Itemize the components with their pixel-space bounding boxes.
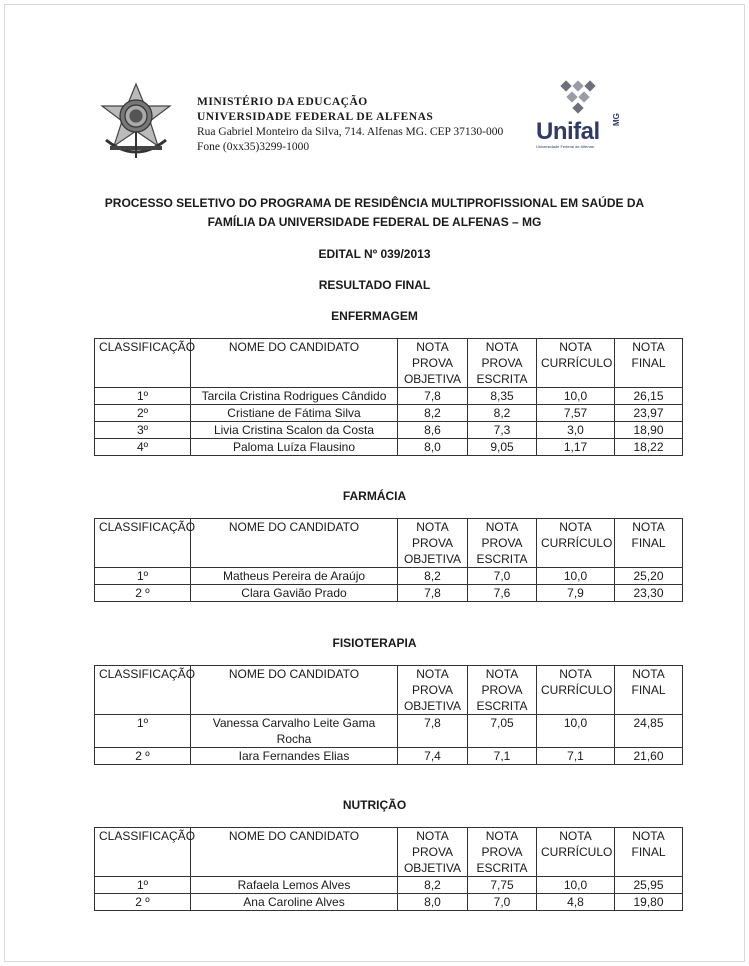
results-table bbox=[94, 518, 683, 602]
cell-final: 18,22 bbox=[615, 439, 683, 456]
cell-final: 26,15 bbox=[615, 388, 683, 405]
results-table bbox=[94, 827, 683, 911]
cell-final: 25,95 bbox=[615, 877, 683, 894]
header-final bbox=[615, 339, 683, 388]
cell-objetiva: 8,0 bbox=[398, 439, 468, 456]
cell-rank: 2 º bbox=[95, 585, 191, 602]
header-objetiva-line: NOTA bbox=[416, 829, 449, 843]
header-final-line: NOTA bbox=[632, 667, 665, 681]
result-heading: RESULTADO FINAL bbox=[318, 278, 431, 292]
header-curriculo-line: CURRÍCULO bbox=[541, 845, 613, 859]
header-escrita-line: PROVA bbox=[481, 356, 523, 370]
cell-objetiva: 8,6 bbox=[398, 422, 468, 439]
header-escrita bbox=[468, 828, 537, 877]
table-row bbox=[95, 439, 683, 456]
header-classificacao bbox=[95, 519, 196, 568]
cell-curriculo: 10,0 bbox=[537, 715, 615, 748]
document-title-line-2: FAMÍLIA DA UNIVERSIDADE FEDERAL DE ALFENAS – MG bbox=[207, 215, 542, 229]
cell-escrita: 8,2 bbox=[468, 405, 537, 422]
header-final-line: FINAL bbox=[631, 356, 666, 370]
cell-rank: 2º bbox=[95, 405, 191, 422]
header-escrita-line: PROVA bbox=[481, 536, 523, 550]
header-nome-line: NOME DO CANDIDATO bbox=[228, 340, 360, 354]
unifal-logo bbox=[536, 80, 622, 150]
header-nome bbox=[191, 339, 398, 388]
cell-nome: Vanessa Carvalho Leite Gama Rocha bbox=[191, 715, 398, 748]
header-curriculo-line: CURRÍCULO bbox=[541, 536, 613, 550]
header-final-line: NOTA bbox=[632, 520, 665, 534]
header-final bbox=[615, 828, 683, 877]
header-escrita bbox=[468, 339, 537, 388]
cell-final: 19,80 bbox=[615, 894, 683, 911]
header-objetiva-line: NOTA bbox=[416, 340, 449, 354]
header-classificacao bbox=[95, 339, 196, 388]
header-objetiva bbox=[398, 828, 468, 877]
header-objetiva-line: PROVA bbox=[411, 683, 454, 697]
cell-objetiva: 8,2 bbox=[398, 877, 468, 894]
header-escrita-line: PROVA bbox=[481, 683, 523, 697]
header-classificacao-line: CLASSIFICAÇÃO bbox=[99, 520, 196, 534]
logo-subtitle: Universidade Federal de Alfenas bbox=[536, 144, 594, 149]
cell-escrita: 7,1 bbox=[468, 748, 537, 765]
header-objetiva bbox=[398, 519, 468, 568]
cell-curriculo: 7,1 bbox=[537, 748, 615, 765]
cell-curriculo: 4,8 bbox=[537, 894, 615, 911]
cell-nome: Clara Gavião Prado bbox=[191, 585, 398, 602]
table-header-row bbox=[95, 828, 683, 877]
cell-escrita: 7,0 bbox=[468, 894, 537, 911]
header-curriculo-line: NOTA bbox=[559, 520, 592, 534]
table-row bbox=[95, 388, 683, 405]
header-escrita-line: NOTA bbox=[485, 340, 519, 354]
table-row bbox=[95, 585, 683, 602]
header-classificacao-line: CLASSIFICAÇÃO bbox=[99, 340, 196, 354]
header-objetiva-line: OBJETIVA bbox=[403, 699, 462, 713]
ministry-name: MINISTÉRIO DA EDUCAÇÃO bbox=[197, 96, 368, 108]
cell-curriculo: 7,57 bbox=[537, 405, 615, 422]
cell-escrita: 9,05 bbox=[468, 439, 537, 456]
cell-escrita: 8,35 bbox=[468, 388, 537, 405]
header-objetiva-line: NOTA bbox=[416, 667, 449, 681]
unifal-mark-icon bbox=[558, 80, 598, 118]
cell-nome: Ana Caroline Alves bbox=[191, 894, 398, 911]
header-final bbox=[615, 666, 683, 715]
cell-escrita: 7,3 bbox=[468, 422, 537, 439]
cell-final: 24,85 bbox=[615, 715, 683, 748]
cell-nome: Iara Fernandes Elias bbox=[191, 748, 398, 765]
header-escrita-line: ESCRITA bbox=[476, 699, 528, 713]
logo-state: MG bbox=[612, 113, 621, 126]
cell-curriculo: 10,0 bbox=[537, 877, 615, 894]
header-objetiva-line: OBJETIVA bbox=[403, 861, 462, 875]
header-curriculo-line: NOTA bbox=[559, 340, 592, 354]
cell-rank: 2 º bbox=[95, 894, 191, 911]
cell-objetiva: 8,2 bbox=[398, 568, 468, 585]
university-name: UNIVERSIDADE FEDERAL DE ALFENAS bbox=[197, 111, 434, 123]
header-objetiva bbox=[398, 339, 468, 388]
header-escrita-line: NOTA bbox=[485, 667, 519, 681]
header-escrita-line: ESCRITA bbox=[476, 372, 528, 386]
header-final-line: NOTA bbox=[632, 829, 665, 843]
header-nome bbox=[191, 828, 398, 877]
header-curriculo-line: CURRÍCULO bbox=[541, 683, 613, 697]
header-final-line: FINAL bbox=[631, 536, 666, 550]
header-objetiva-line: PROVA bbox=[411, 536, 454, 550]
brazil-coat-of-arms-icon bbox=[96, 82, 176, 162]
header-objetiva-line: PROVA bbox=[411, 845, 454, 859]
header-objetiva bbox=[398, 666, 468, 715]
cell-rank: 1º bbox=[95, 388, 191, 405]
table-row bbox=[95, 877, 683, 894]
cell-nome: Tarcila Cristina Rodrigues Cândido bbox=[191, 388, 398, 405]
section-heading: NUTRIÇÃO bbox=[342, 798, 407, 812]
cell-objetiva: 8,0 bbox=[398, 894, 468, 911]
document-title-line-1: PROCESSO SELETIVO DO PROGRAMA DE RESIDÊNCIA MULTIPROFISSIONAL EM SAÚDE DA bbox=[104, 196, 645, 210]
cell-rank: 3º bbox=[95, 422, 191, 439]
table-row bbox=[95, 405, 683, 422]
header-objetiva-line: PROVA bbox=[411, 356, 454, 370]
table-row bbox=[95, 748, 683, 765]
table-row bbox=[95, 715, 683, 748]
cell-curriculo: 1,17 bbox=[537, 439, 615, 456]
cell-curriculo: 10,0 bbox=[537, 568, 615, 585]
header-curriculo bbox=[537, 666, 615, 715]
cell-rank: 1º bbox=[95, 877, 191, 894]
header-classificacao-line: CLASSIFICAÇÃO bbox=[99, 829, 196, 843]
header-final-line: NOTA bbox=[632, 340, 665, 354]
header-escrita-line: ESCRITA bbox=[476, 861, 528, 875]
edital-number: EDITAL Nº 039/2013 bbox=[318, 247, 431, 261]
results-table bbox=[94, 665, 683, 765]
table-header-row bbox=[95, 519, 683, 568]
section-heading: ENFERMAGEM bbox=[331, 309, 418, 323]
cell-objetiva: 7,4 bbox=[398, 748, 468, 765]
header-classificacao-line: CLASSIFICAÇÃO bbox=[99, 667, 196, 681]
results-table bbox=[94, 338, 683, 456]
cell-curriculo: 10,0 bbox=[537, 388, 615, 405]
cell-escrita: 7,05 bbox=[468, 715, 537, 748]
logo-wordmark: Unifal bbox=[536, 118, 600, 145]
table-row bbox=[95, 422, 683, 439]
cell-nome: Matheus Pereira de Araújo bbox=[191, 568, 398, 585]
header-escrita bbox=[468, 666, 537, 715]
header-nome-line: NOME DO CANDIDATO bbox=[228, 829, 360, 843]
header-classificacao bbox=[95, 666, 196, 715]
cell-objetiva: 7,8 bbox=[398, 585, 468, 602]
header-curriculo-line: NOTA bbox=[559, 829, 592, 843]
header-nome-line: NOME DO CANDIDATO bbox=[228, 520, 360, 534]
header-escrita bbox=[468, 519, 537, 568]
cell-final: 21,60 bbox=[615, 748, 683, 765]
cell-objetiva: 7,8 bbox=[398, 715, 468, 748]
table-header-row bbox=[95, 339, 683, 388]
header-escrita-line: PROVA bbox=[481, 845, 523, 859]
header-classificacao bbox=[95, 828, 196, 877]
header-objetiva-line: OBJETIVA bbox=[403, 372, 462, 386]
table-header-row bbox=[95, 666, 683, 715]
header-nome bbox=[191, 666, 398, 715]
cell-objetiva: 8,2 bbox=[398, 405, 468, 422]
header-objetiva-line: OBJETIVA bbox=[403, 552, 462, 566]
header-curriculo-line: CURRÍCULO bbox=[541, 356, 613, 370]
header-objetiva-line: NOTA bbox=[416, 520, 449, 534]
institution-header bbox=[197, 95, 503, 155]
cell-nome: Paloma Luíza Flausino bbox=[191, 439, 398, 456]
cell-curriculo: 3,0 bbox=[537, 422, 615, 439]
header-curriculo bbox=[537, 339, 615, 388]
header-curriculo-line: NOTA bbox=[559, 667, 592, 681]
cell-escrita: 7,75 bbox=[468, 877, 537, 894]
address-line: Rua Gabriel Monteiro da Silva, 714. Alfenas MG. CEP 37130-000 bbox=[197, 126, 504, 138]
header-final-line: FINAL bbox=[631, 845, 666, 859]
cell-final: 23,30 bbox=[615, 585, 683, 602]
cell-final: 25,20 bbox=[615, 568, 683, 585]
header-nome-line: NOME DO CANDIDATO bbox=[228, 667, 360, 681]
cell-curriculo: 7,9 bbox=[537, 585, 615, 602]
section-heading: FISIOTERAPIA bbox=[332, 636, 417, 650]
cell-nome: Cristiane de Fátima Silva bbox=[191, 405, 398, 422]
header-curriculo bbox=[537, 828, 615, 877]
cell-nome: Livia Cristina Scalon da Costa bbox=[191, 422, 398, 439]
cell-final: 18,90 bbox=[615, 422, 683, 439]
header-nome bbox=[191, 519, 398, 568]
header-curriculo bbox=[537, 519, 615, 568]
cell-final: 23,97 bbox=[615, 405, 683, 422]
header-final-line: FINAL bbox=[631, 683, 666, 697]
cell-rank: 2 º bbox=[95, 748, 191, 765]
table-row bbox=[95, 568, 683, 585]
cell-nome: Rafaela Lemos Alves bbox=[191, 877, 398, 894]
cell-escrita: 7,6 bbox=[468, 585, 537, 602]
header-escrita-line: ESCRITA bbox=[476, 552, 528, 566]
cell-rank: 1º bbox=[95, 568, 191, 585]
cell-rank: 1º bbox=[95, 715, 191, 748]
phone-line: Fone (0xx35)3299-1000 bbox=[197, 141, 310, 153]
table-row bbox=[95, 894, 683, 911]
cell-rank: 4º bbox=[95, 439, 191, 456]
cell-objetiva: 7,8 bbox=[398, 388, 468, 405]
section-heading: FARMÁCIA bbox=[342, 489, 407, 503]
header-final bbox=[615, 519, 683, 568]
header-escrita-line: NOTA bbox=[485, 520, 519, 534]
cell-escrita: 7,0 bbox=[468, 568, 537, 585]
header-escrita-line: NOTA bbox=[485, 829, 519, 843]
